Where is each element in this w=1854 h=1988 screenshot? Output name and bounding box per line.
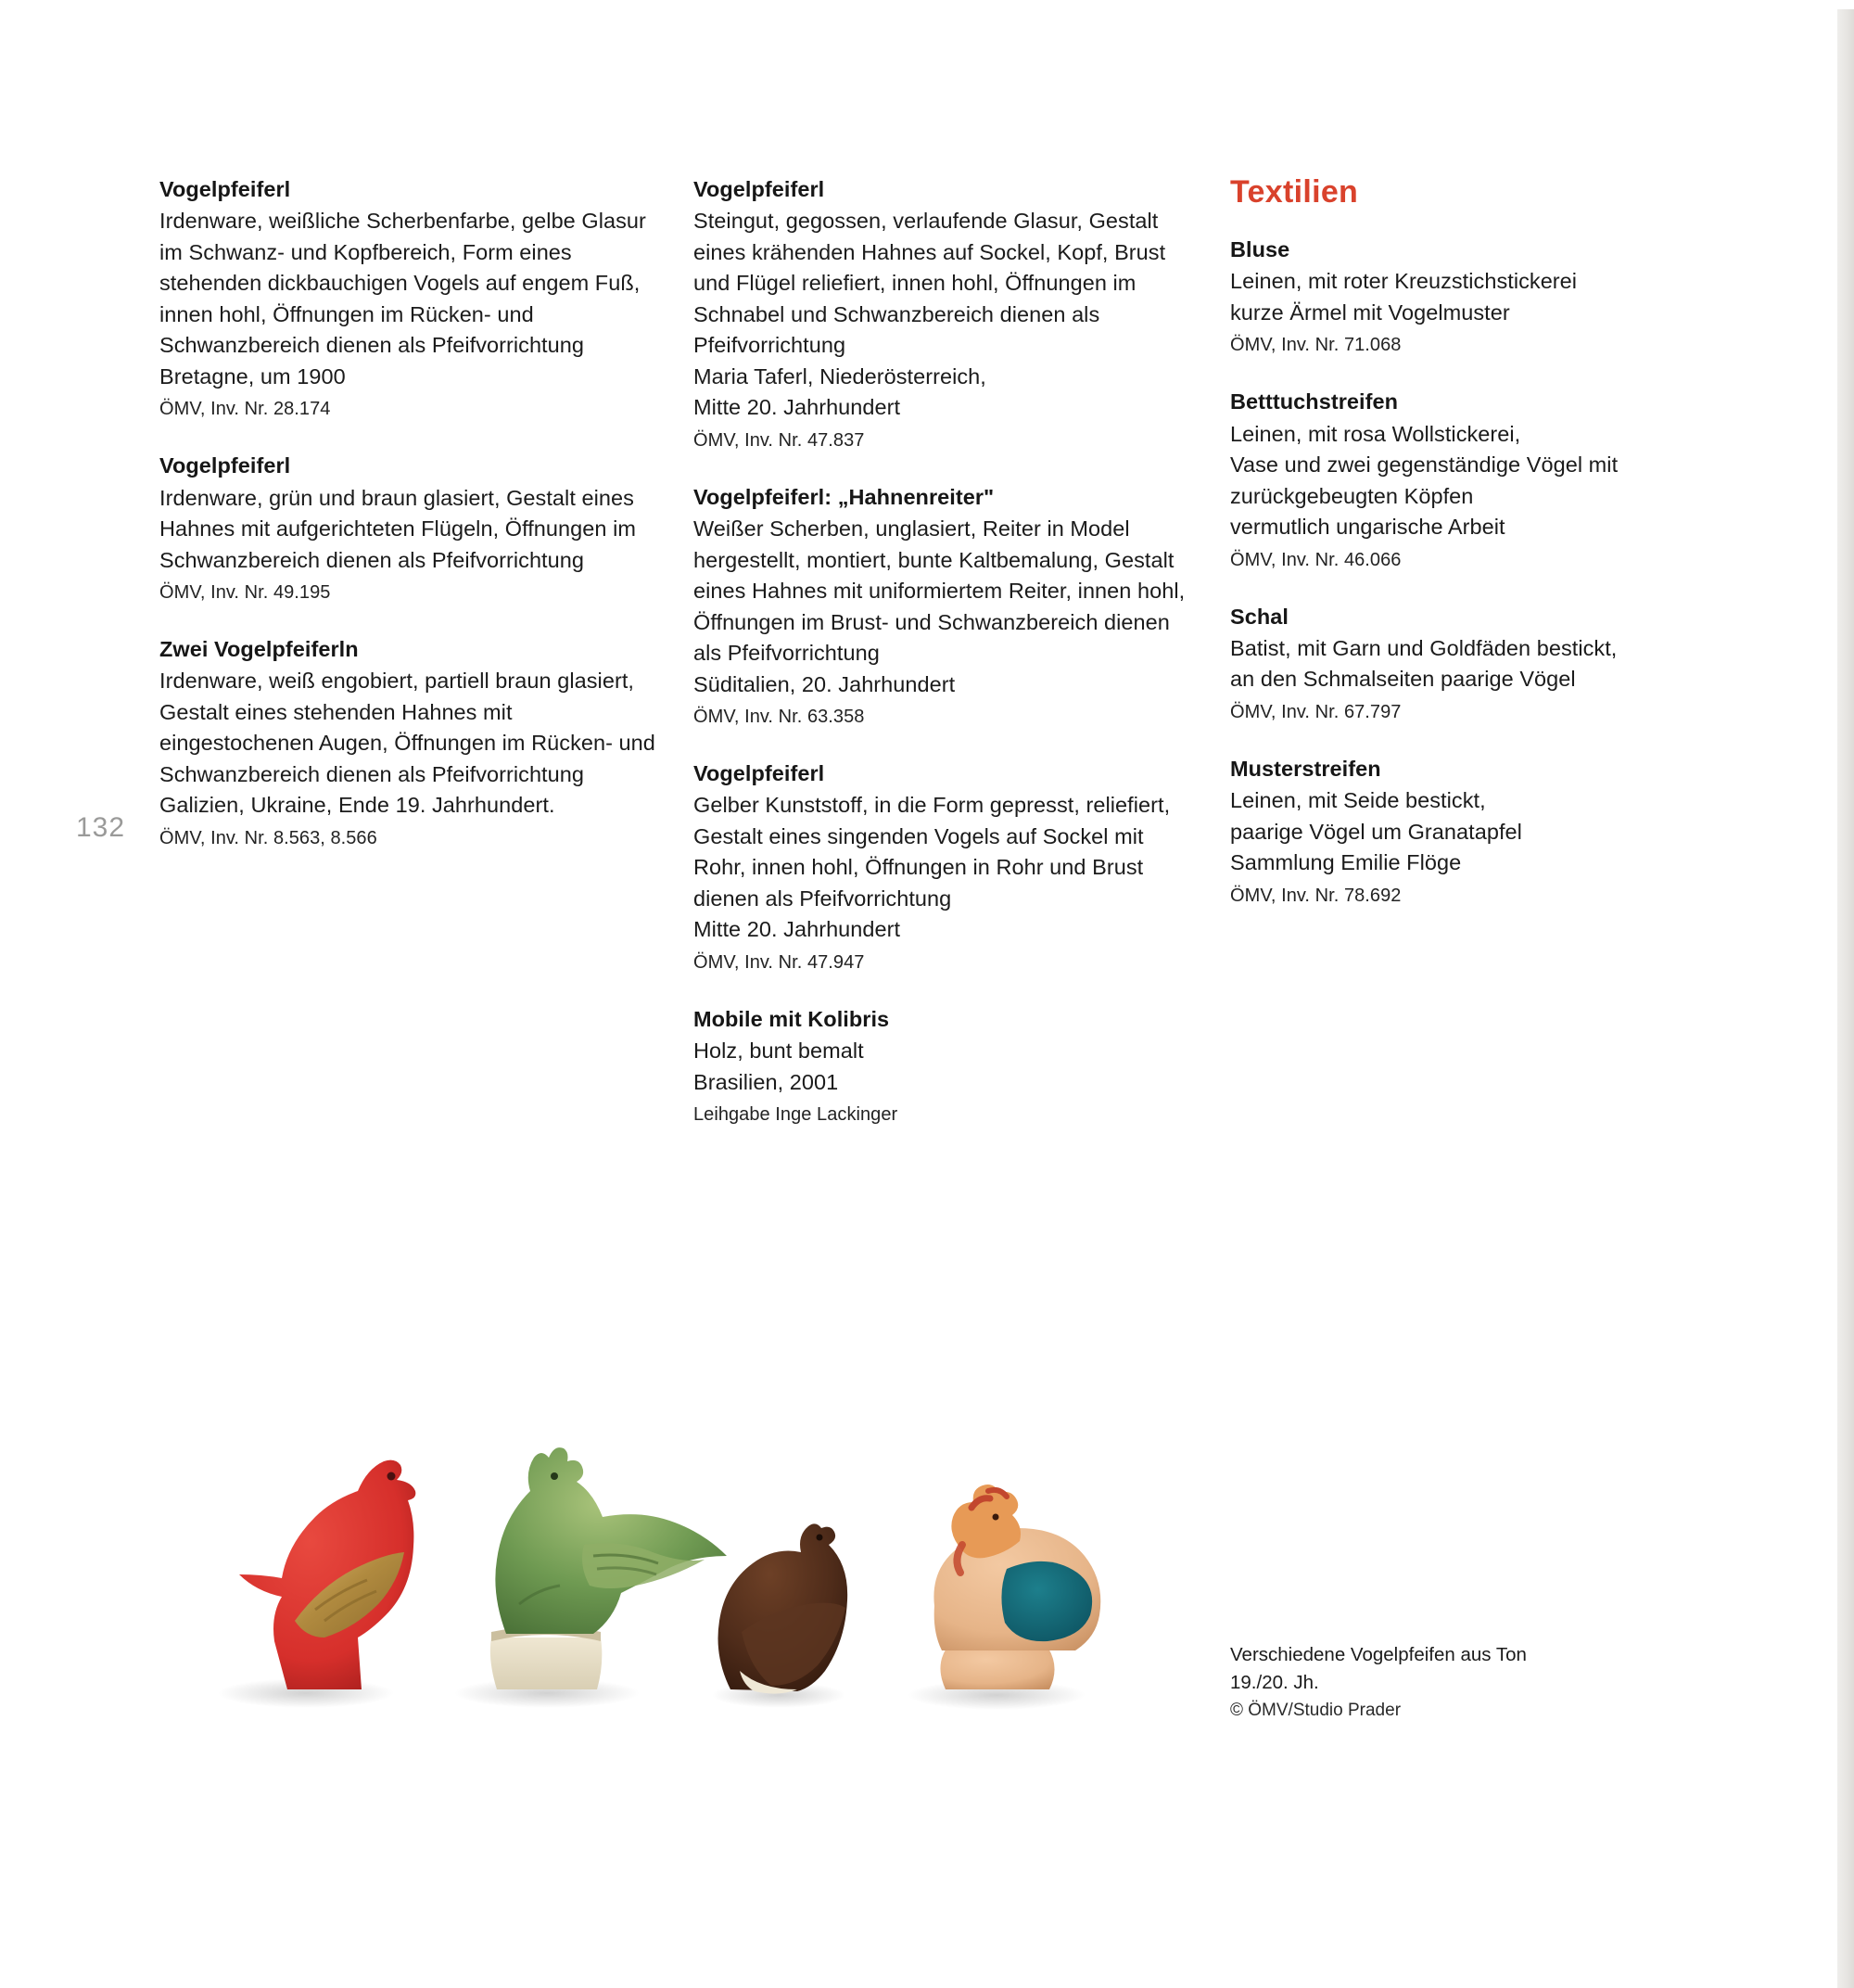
bird-whistle-green xyxy=(454,1447,727,1708)
entry-title: Schal xyxy=(1230,604,1289,629)
entry-description: Steingut, gegossen, verlaufende Glasur, Gestalt eines krähenden Hahnes auf Sockel, Kopf, Brust und Flügel reliefiert, innen hohl, Öffnungen im Schnabel und Schwanzbereich dienen als Pfeifvorrichtung Maria Taferl, Niederösterreich, Mitte 20. Jahrhundert xyxy=(693,209,1166,420)
entry-description: Leinen, mit roter Kreuzstichstickerei kurze Ärmel mit Vogelmuster xyxy=(1230,269,1578,325)
entry-title: Betttuchstreifen xyxy=(1230,389,1398,414)
entry-title: Zwei Vogelpfeiferln xyxy=(159,637,359,662)
entry-inventory-number: ÖMV, Inv. Nr. 49.195 xyxy=(159,582,331,604)
entry-title: Vogelpfeiferl xyxy=(693,761,825,786)
figure-credit: © ÖMV/Studio Prader xyxy=(1230,1701,1402,1721)
entry-inventory-number: ÖMV, Inv. Nr. 28.174 xyxy=(159,399,331,420)
entry-description: Irdenware, grün und braun glasiert, Gestalt eines Hahnes mit aufgerichteten Flügeln, Öffnungen im Schwanzbereich dienen als Pfeifvorrichtung xyxy=(159,485,636,572)
entry-description: Irdenware, weiß engobiert, partiell braun glasiert, Gestalt eines stehenden Hahnes mit eingestochenen Augen, Öffnungen im Rücken- und Schwanzbereich dienen als Pfeifvorrichtung Galizien, Ukraine, Ende 19. Jahrhundert. xyxy=(159,669,655,818)
catalog-entry xyxy=(1230,602,1666,726)
figure-bird-whistles-photo xyxy=(185,1326,1168,1715)
page-number: 132 xyxy=(76,812,126,843)
entry-description: Weißer Scherben, unglasiert, Reiter in Model hergestellt, montiert, bunte Kaltbemalung, Gestalt eines Hahnes mit uniformiertem Reiter, innen hohl, Öffnungen im Brust- und Schwanzbereich dienen als Pfeifvorrichtung Süditalien, 20. Jahrhundert xyxy=(693,516,1186,696)
entry-inventory-number: ÖMV, Inv. Nr. 47.947 xyxy=(693,951,865,973)
page-edge-shadow xyxy=(1837,0,1854,1988)
bird-whistle-red xyxy=(218,1460,415,1708)
bird-whistle-brown xyxy=(712,1523,847,1708)
entry-title: Musterstreifen xyxy=(1230,756,1381,781)
figure-caption-line-1: Verschiedene Vogelpfeifen aus Ton xyxy=(1230,1644,1527,1665)
catalog-entry xyxy=(159,174,660,423)
entry-inventory-number: ÖMV, Inv. Nr. 67.797 xyxy=(1230,701,1402,722)
entry-description: Holz, bunt bemalt Brasilien, 2001 xyxy=(693,1039,864,1094)
bird-whistles-illustration xyxy=(185,1326,1168,1715)
catalog-entry xyxy=(159,451,660,606)
figure-caption-line-2: 19./20. Jh. xyxy=(1230,1671,1319,1693)
entry-inventory-number: ÖMV, Inv. Nr. 78.692 xyxy=(1230,885,1402,906)
catalog-entry xyxy=(1230,387,1666,573)
entry-title: Vogelpfeiferl xyxy=(159,453,291,478)
entry-description: Leinen, mit Seide bestickt, paarige Vögel um Granatapfel Sammlung Emilie Flöge xyxy=(1230,788,1522,875)
entry-inventory-number: ÖMV, Inv. Nr. 8.563, 8.566 xyxy=(159,827,377,848)
catalog-entry xyxy=(693,758,1199,976)
entry-description: Irdenware, weißliche Scherbenfarbe, gelbe Glasur im Schwanz- und Kopfbereich, Form eines stehenden dickbauchigen Vogels auf engem Fuß, innen hohl, Öffnungen im Rücken- und Schwanzbereich dienen als Pfeifvorrichtung Bretagne, um 1900 xyxy=(159,209,646,389)
entry-description: Gelber Kunststoff, in die Form gepresst, reliefiert, Gestalt eines singenden Vogels auf Sockel mit Rohr, innen hohl, Öffnungen in Rohr und Brust dienen als Pfeifvorrichtung Mitte 20. Jahrhundert xyxy=(693,793,1171,942)
catalog-entry xyxy=(693,482,1199,731)
page-edge-top-mask xyxy=(1001,0,1854,9)
catalog-entry xyxy=(159,634,660,852)
entry-inventory-number: ÖMV, Inv. Nr. 71.068 xyxy=(1230,335,1402,356)
catalog-entry xyxy=(693,1004,1199,1128)
entry-inventory-number: ÖMV, Inv. Nr. 63.358 xyxy=(693,707,865,728)
entry-title: Vogelpfeiferl xyxy=(159,177,291,201)
entry-title: Vogelpfeiferl: „Hahnenreiter" xyxy=(693,484,995,509)
entry-title: Vogelpfeiferl xyxy=(693,177,825,201)
catalog-entry xyxy=(1230,754,1666,910)
entry-description: Leinen, mit rosa Wollstickerei, Vase und zwei gegenständige Vögel mit zurückgebeugten Köpfen vermutlich ungarische Arbeit xyxy=(1230,421,1619,540)
figure-caption xyxy=(1230,1641,1694,1725)
catalog-entry xyxy=(1230,235,1666,359)
text-column-2 xyxy=(693,174,1199,1128)
entry-title: Mobile mit Kolibris xyxy=(693,1006,890,1031)
entry-title: Bluse xyxy=(1230,237,1290,261)
catalog-entry xyxy=(693,174,1199,454)
bird-whistle-peach xyxy=(908,1485,1100,1710)
section-heading-textilien: Textilien xyxy=(1230,174,1359,210)
entry-inventory-number: ÖMV, Inv. Nr. 47.837 xyxy=(693,429,865,451)
text-column-3 xyxy=(1230,174,1666,910)
entry-inventory-number: Leihgabe Inge Lackinger xyxy=(693,1104,898,1126)
entry-description: Batist, mit Garn und Goldfäden bestickt, an den Schmalseiten paarige Vögel xyxy=(1230,635,1618,692)
text-column-1 xyxy=(159,174,660,852)
entry-inventory-number: ÖMV, Inv. Nr. 46.066 xyxy=(1230,549,1402,570)
